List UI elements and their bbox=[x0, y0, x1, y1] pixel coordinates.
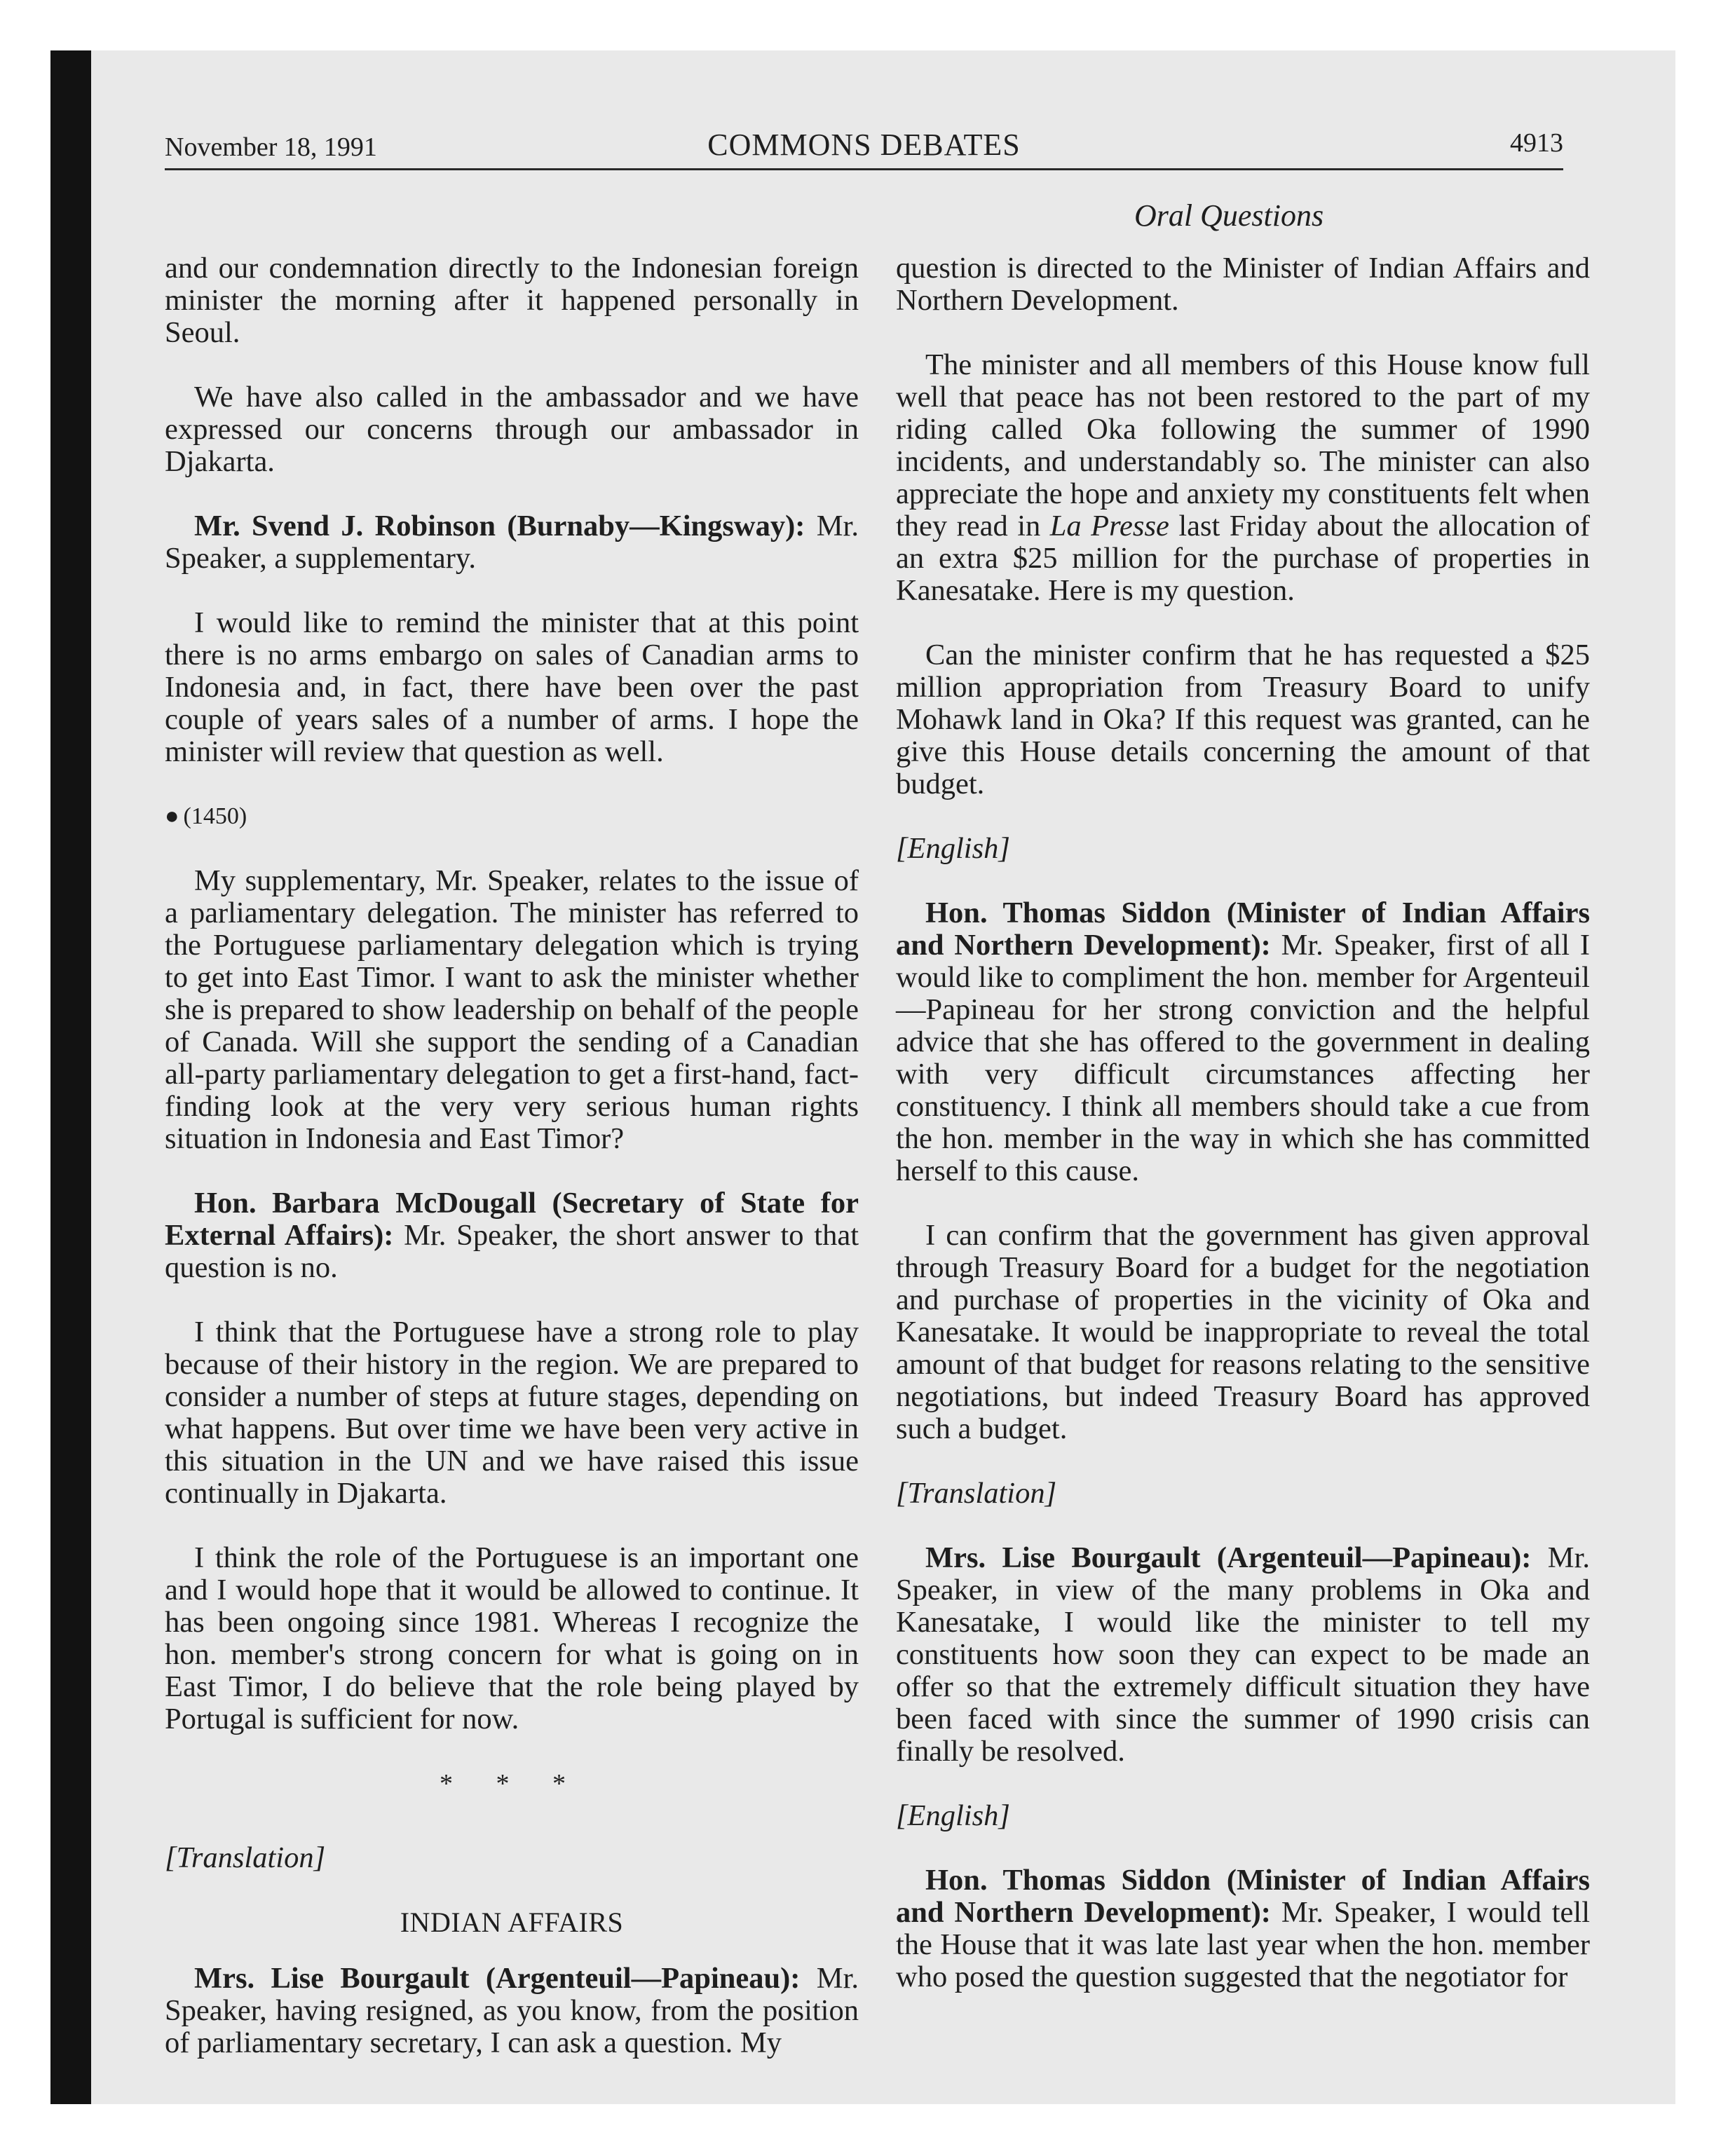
speech-paragraph bbox=[165, 1187, 859, 1284]
speech-text: Mr. Speaker, having resigned, as you know, from the position of parliamentary secretary, I can ask a question. My bbox=[165, 1962, 859, 2059]
paragraph: My supplementary, Mr. Speaker, relates to the issue of a parliamentary delegation. The minister has referred to the Portuguese parliamentary delegation which is trying to get into East Timor. I want to ask the minister whether she is prepared to show leadership on behalf of the people of Canada. Will she support the sending of a Canadian all-party parliamentary delegation to get a first-hand, fact-finding look at the very very serious human rights situation in Indonesia and East Timor? bbox=[165, 864, 859, 1155]
speaker-name: Mrs. Lise Bourgault (Argenteuil—Papineau): bbox=[194, 1962, 801, 1995]
paragraph: and our condemnation directly to the Indonesian foreign minister the morning after it happened personally in Seoul. bbox=[165, 252, 859, 349]
newspaper-title: La Presse bbox=[1049, 510, 1169, 543]
speech-paragraph bbox=[165, 510, 859, 575]
speech-paragraph bbox=[165, 1963, 859, 2059]
paragraph: I think that the Portuguese have a strong role to play because of their history in the region. We are prepared to consider a number of steps at future stages, depending on what happens. But over time we have been very active in this situation in the UN and we have raised this issue continually in Djakarta. bbox=[165, 1316, 859, 1510]
speech-text: Mr. Speaker, a supplementary. bbox=[165, 510, 859, 575]
page-header bbox=[165, 126, 1563, 170]
subject-heading: INDIAN AFFAIRS bbox=[400, 1906, 624, 1938]
paragraph bbox=[896, 349, 1590, 607]
speech-text: Mr. Speaker, I would tell the House that it was late last year when the hon. member who posed the question suggested that the negotiator for bbox=[896, 1896, 1590, 1993]
speaker-name: Mrs. Lise Bourgault (Argenteuil—Papineau): bbox=[925, 1541, 1532, 1574]
speaker-name: Hon. Thomas Siddon (Minister of Indian Affairs and Northern Development): bbox=[896, 1864, 1590, 1929]
paragraph-text: The minister and all members of this House know full well that peace has not been restored to the part of my riding called Oka following the summer of 1990 incidents, and understandably so. The minister can also appreciate the hope and anxiety my constituents felt when they read in bbox=[896, 348, 1590, 543]
speech-text: Mr. Speaker, the short answer to that question is no. bbox=[165, 1219, 859, 1284]
paragraph: I think the role of the Portuguese is an important one and I would hope that it would be allowed to continue. It has been ongoing since 1981. Whereas I recognize the hon. member's strong concern for what is going on in East Timor, I do believe that the role being played by Portugal is sufficient for now. bbox=[165, 1541, 859, 1735]
speaker-name: Mr. Svend J. Robinson (Burnaby—Kingsway): bbox=[194, 510, 805, 543]
header-title: COMMONS DEBATES bbox=[707, 128, 1021, 162]
paragraph: I would like to remind the minister that at this point there is no arms embargo on sales of Canadian arms to Indonesia and, in fact, there have been over the past couple of years sales of a number of arms. I hope the minister will review that question as well. bbox=[165, 606, 859, 768]
left-column bbox=[165, 252, 859, 2092]
language-tag: [English] bbox=[896, 832, 1010, 865]
language-tag: [Translation] bbox=[165, 1841, 326, 1874]
language-tag: [English] bbox=[896, 1799, 1010, 1832]
paragraph-text: last Friday about the allocation of an extra $25 million for the purchase of properties in Kanesatake. Here is my question. bbox=[896, 510, 1591, 607]
time-marker-text: (1450) bbox=[183, 803, 247, 829]
paragraph: I can confirm that the government has given approval through Treasury Board for a budget for the negotiation and purchase of properties in the vicinity of Oka and Kanesatake. It would be inappropriate to reveal the total amount of that budget for reasons relating to the sensitive negotiations, but indeed Treasury Board has approved such a budget. bbox=[896, 1219, 1590, 1445]
speech-text: Mr. Speaker, in view of the many problems in Oka and Kanesatake, I would like the minister to tell my constituents how soon they can expect to be made an offer so that the extremely difficult situation they have been faced with since the summer of 1990 crisis can finally be resolved. bbox=[896, 1541, 1590, 1768]
speech-paragraph bbox=[896, 1864, 1590, 1993]
section-separator: * * * bbox=[440, 1769, 584, 1799]
bullet-icon: ● bbox=[165, 803, 179, 829]
speaker-name: Hon. Thomas Siddon (Minister of Indian Affairs and Northern Development): bbox=[896, 896, 1590, 962]
page-number: 4913 bbox=[1510, 128, 1563, 158]
paragraph: question is directed to the Minister of Indian Affairs and Northern Development. bbox=[896, 252, 1590, 317]
paragraph: We have also called in the ambassador and we have expressed our concerns through our ambassador in Djakarta. bbox=[165, 381, 859, 478]
speaker-name: Hon. Barbara McDougall (Secretary of State for External Affairs): bbox=[165, 1187, 859, 1252]
language-tag: [Translation] bbox=[896, 1477, 1057, 1510]
header-date: November 18, 1991 bbox=[165, 132, 377, 162]
time-marker bbox=[165, 800, 859, 833]
paragraph: Can the minister confirm that he has requested a $25 million appropriation from Treasury Board to unify Mohawk land in Oka? If this request was granted, can he give this House details concerning the amount of that budget. bbox=[896, 639, 1590, 800]
right-column bbox=[896, 252, 1590, 2026]
scan-edge-bar bbox=[50, 50, 91, 2104]
speech-paragraph bbox=[896, 1542, 1590, 1768]
section-label: Oral Questions bbox=[1134, 198, 1324, 233]
speech-text: Mr. Speaker, first of all I would like to compliment the hon. member for Argenteuil—Papineau for her strong conviction and the helpful advice that she has offered to the government in dealing with very difficult circumstances affecting her constituency. I think all members should take a cue from the hon. member in the way in which she has committed herself to this cause. bbox=[896, 929, 1590, 1187]
speech-paragraph bbox=[896, 897, 1590, 1187]
